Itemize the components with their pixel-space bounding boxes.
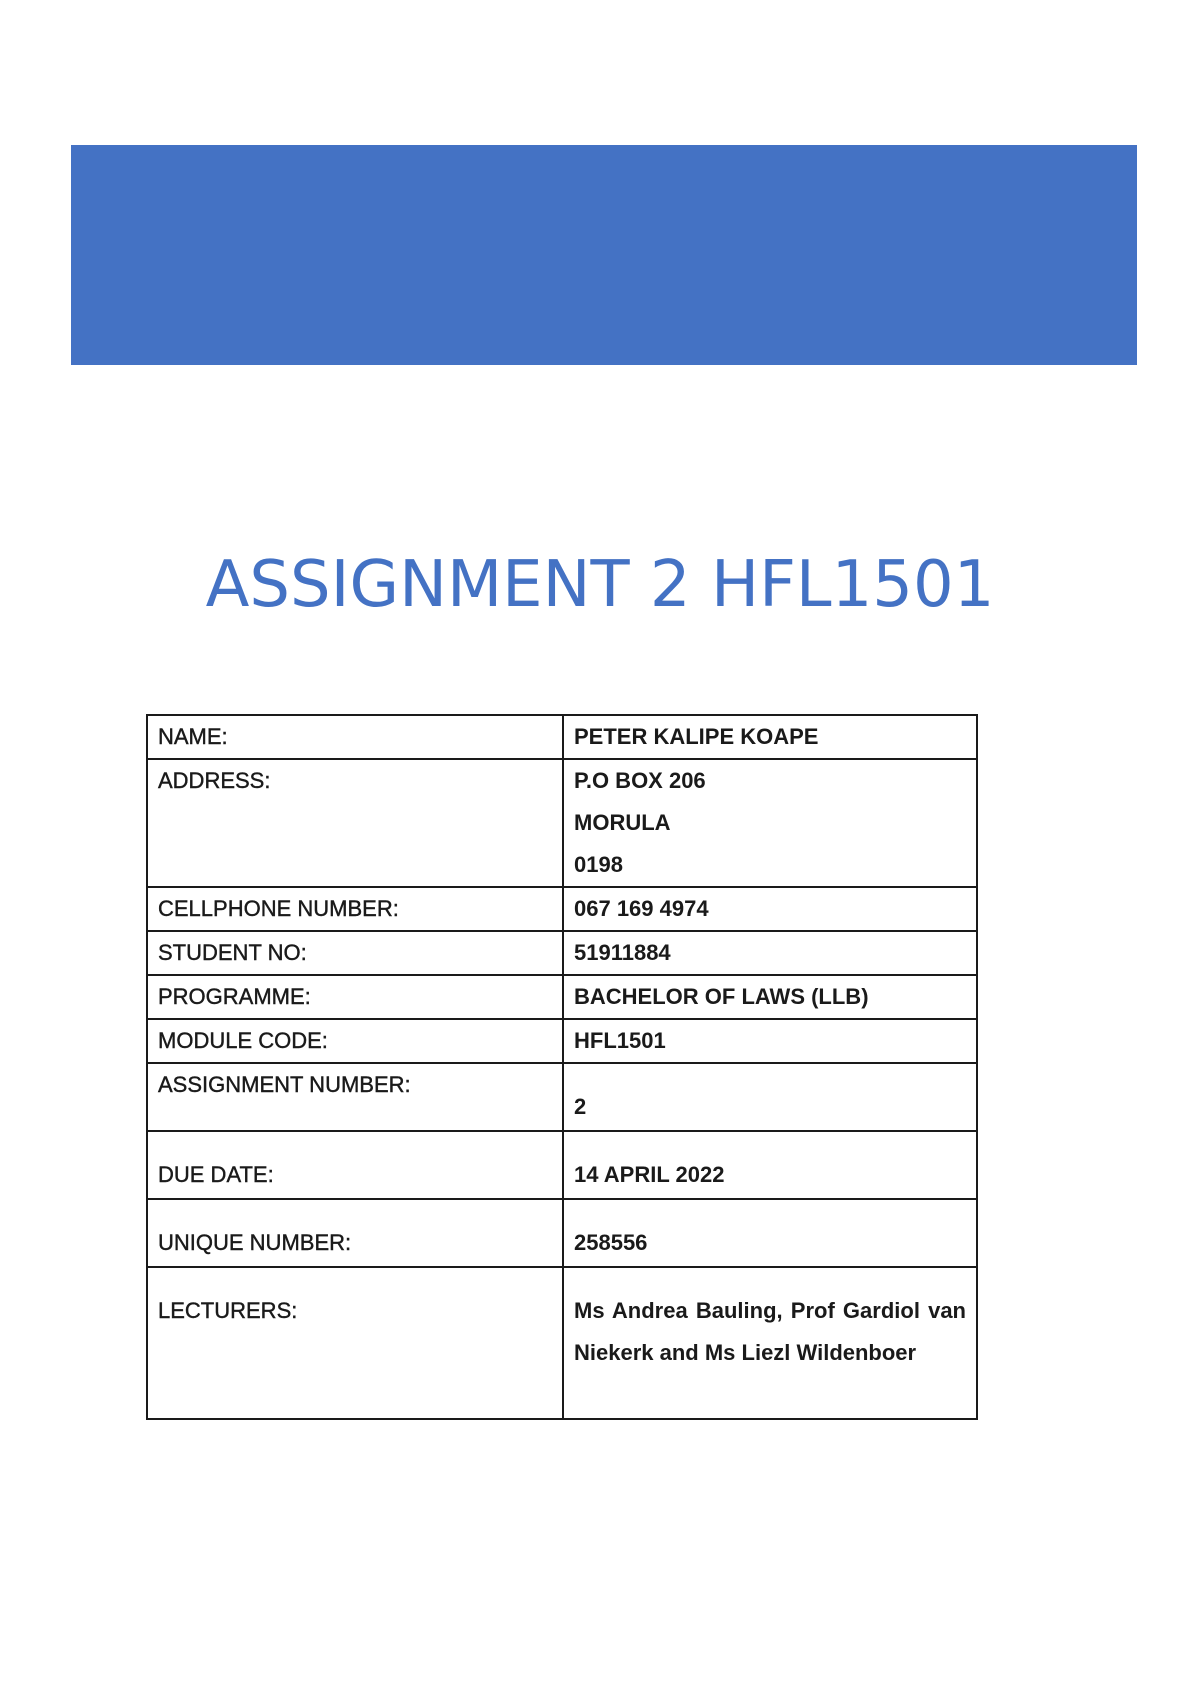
programme-value: BACHELOR OF LAWS (LLB)	[563, 975, 977, 1019]
assignment-number-label: ASSIGNMENT NUMBER:	[147, 1063, 563, 1131]
address-label: ADDRESS:	[147, 759, 563, 887]
assignment-number-text: 2	[574, 1094, 587, 1119]
table-row	[147, 1063, 977, 1131]
module-code-label: MODULE CODE:	[147, 1019, 563, 1063]
table-row	[147, 1267, 977, 1419]
table-row	[147, 975, 977, 1019]
student-no-value: 51911884	[563, 931, 977, 975]
module-code-value: HFL1501	[563, 1019, 977, 1063]
unique-number-text: 258556	[574, 1230, 648, 1255]
lecturers-value	[563, 1267, 977, 1419]
table-row	[147, 759, 977, 887]
address-value	[563, 759, 977, 887]
table-row	[147, 1131, 977, 1199]
due-date-value	[563, 1131, 977, 1199]
lecturers-text: Ms Andrea Bauling, Prof Gardiol van Niekerk and Ms Liezl Wildenboer	[574, 1298, 966, 1365]
due-date-label-text: DUE DATE:	[158, 1162, 274, 1187]
address-line: MORULA	[574, 810, 671, 835]
cellphone-label: CELLPHONE NUMBER:	[147, 887, 563, 931]
unique-number-label-text: UNIQUE NUMBER:	[158, 1230, 352, 1255]
unique-number-label	[147, 1199, 563, 1267]
lecturers-label-text: LECTURERS:	[158, 1298, 298, 1323]
table-row	[147, 1199, 977, 1267]
name-label: NAME:	[147, 715, 563, 759]
page-title: ASSIGNMENT 2 HFL1501	[205, 548, 995, 622]
address-line: 0198	[574, 852, 623, 877]
table-row	[147, 931, 977, 975]
name-value: PETER KALIPE KOAPE	[563, 715, 977, 759]
table-row	[147, 887, 977, 931]
programme-label: PROGRAMME:	[147, 975, 563, 1019]
due-date-label	[147, 1131, 563, 1199]
address-line: P.O BOX 206	[574, 768, 706, 793]
table-row	[147, 715, 977, 759]
assignment-number-value	[563, 1063, 977, 1131]
table-row	[147, 1019, 977, 1063]
student-no-label: STUDENT NO:	[147, 931, 563, 975]
due-date-text: 14 APRIL 2022	[574, 1162, 725, 1187]
unique-number-value	[563, 1199, 977, 1267]
header-banner	[71, 145, 1137, 365]
cellphone-value: 067 169 4974	[563, 887, 977, 931]
student-info-table	[146, 714, 978, 1420]
lecturers-label	[147, 1267, 563, 1419]
